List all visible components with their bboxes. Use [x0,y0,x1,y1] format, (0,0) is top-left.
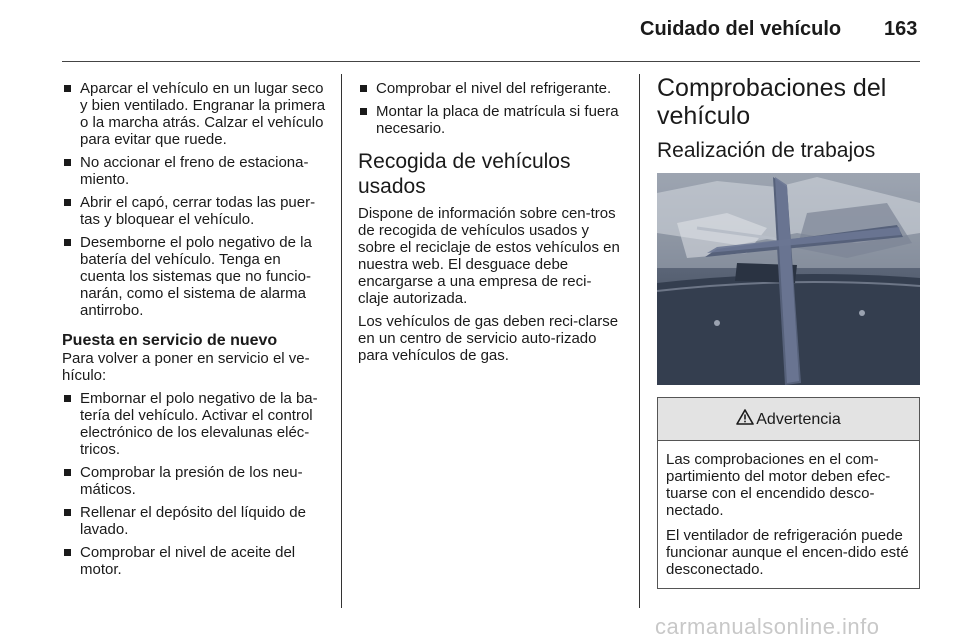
section-heading-checks: Comprobaciones del vehículo [657,74,887,130]
bullet-list-storage [62,80,326,319]
bullet-list-checks [358,80,622,137]
list-item: Comprobar la presión de los neu-máticos. [62,464,326,498]
header-divider [62,61,920,62]
column-left [62,80,326,584]
warning-triangle-icon [736,409,754,429]
list-item: No accionar el freno de estaciona-miento. [62,154,326,188]
subheading-work: Realización de trabajos [657,139,876,162]
engine-bay-illustration [657,173,920,385]
list-item: Abrir el capó, cerrar todas las puer-tas y bloquear el vehículo. [62,194,326,228]
warning-box [657,397,920,589]
list-item: Montar la placa de matrícula si fuera necesario. [358,103,622,137]
warning-paragraph: Las comprobaciones en el com-partimiento del motor deben efec-tuarse con el encendido desco-nectado. [666,451,891,519]
list-item: Aparcar el vehículo en un lugar seco y bien ventilado. Engranar la primera o la marcha atrás. Calzar el vehículo para evitar que ruede. [62,80,326,148]
list-item: Desemborne el polo negativo de la batería del vehículo. Tenga en cuenta los sistemas que no funcio-narán, como el sistema de alarma antirrobo. [62,234,326,319]
section-heading-recycling: Recogida de vehículos usados [358,150,571,198]
watermark: carmanualsonline.info [655,614,880,639]
engine-bay-photo [657,173,920,385]
column-right [657,74,920,589]
column-divider [341,74,342,608]
warning-paragraph: El ventilador de refrigeración puede funcionar aunque el encen-dido esté desconectado. [666,527,909,578]
warning-body [658,441,919,588]
page-number: 163 [884,18,918,40]
subheading-recommission: Puesta en servicio de nuevo [62,332,278,349]
list-item: Comprobar el nivel de aceite del motor. [62,544,326,578]
list-item: Rellenar el depósito del líquido de lavado. [62,504,326,538]
gas-vehicles-paragraph: Los vehículos de gas deben reci-clarse en un centro de servicio auto-rizado para vehículos de gas. [358,313,619,364]
list-item: Comprobar el nivel del refrigerante. [358,80,622,97]
list-item: Embornar el polo negativo de la ba-tería del vehículo. Activar el control electrónico de los elevalunas eléc-tricos. [62,390,326,458]
header-title: Cuidado del vehículo [640,18,842,40]
bullet-list-recommission [62,390,326,578]
column-middle [358,80,622,370]
warning-header [658,398,919,441]
recycling-paragraph: Dispone de información sobre cen-tros de recogida de vehículos usados y sobre el reciclaje de estos vehículos en nuestra web. El desguace debe encargarse a una empresa de reci-claje autorizada. [358,205,620,307]
column-divider [639,74,640,608]
intro-paragraph: Para volver a poner en servicio el ve-hículo: [62,350,310,384]
warning-title: Advertencia [756,410,841,428]
